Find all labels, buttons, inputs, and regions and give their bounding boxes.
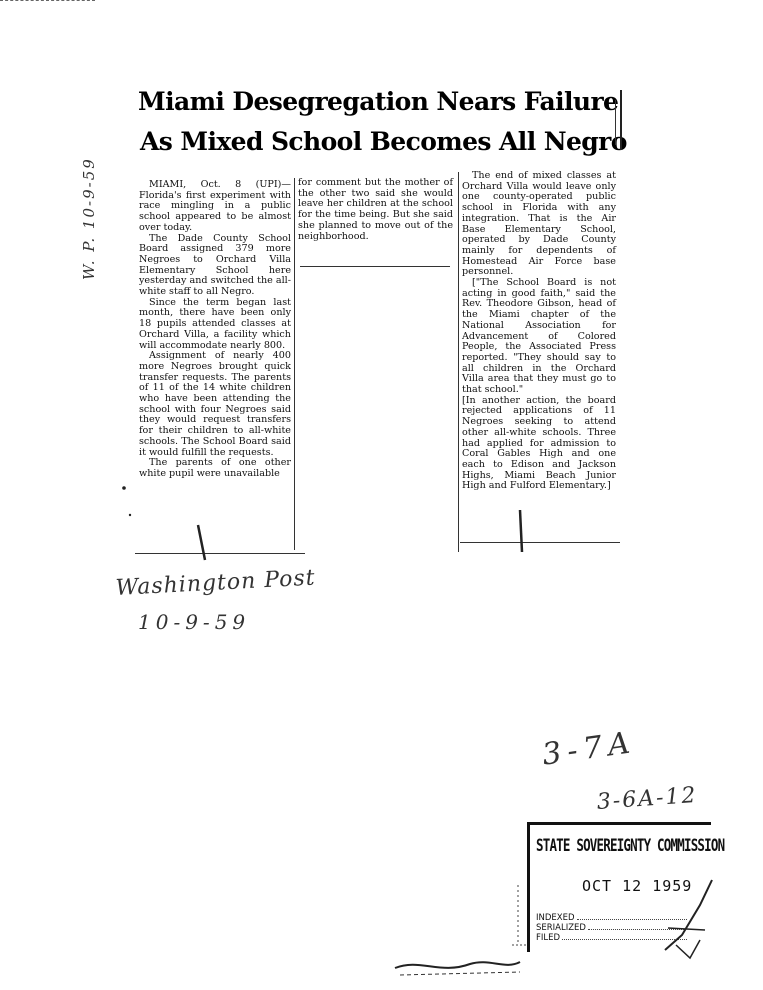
paragraph: [In another action, the board rejected applications of 11 Negroes seeking to attend other all-white schools. Three had applied for admission to Coral Gables High and one each to Edison and Jackson Highs, Miami Beach Junior High and Fulford Elementary.]: [462, 394, 616, 492]
handwritten-file-ref-1: 3-7A: [540, 724, 638, 773]
paragraph: for comment but the mother of the other two said she would leave her children at the school for the time being. But she said she planned to move out of the neighborhood.: [298, 177, 453, 242]
paragraph: Assignment of nearly 400 more Negroes brought quick transfer requests. The parents of 11 of the 14 white children who have been attending the school with four Negroes said they would request transfers for their children to all-white schools. The School Board said it would fulfill the requests.: [139, 350, 291, 458]
stamp-indexed-label: INDEXED: [536, 913, 575, 923]
checkmark-stroke: [665, 880, 712, 950]
headline-line-1: Miami Desegregation Nears Failure: [138, 87, 619, 116]
paragraph: MIAMI, Oct. 8 (UPI)—Florida's first experiment with race mingling in a public school appeared to be almost over today.: [139, 179, 291, 233]
handwritten-date: 10-9-59: [138, 610, 251, 634]
handwritten-source: Washington Post: [115, 565, 317, 601]
paragraph: The Dade County School Board assigned 379 more Negroes to Orchard Villa Elementary School here yesterday and switched the all-white staff to all Negro.: [139, 232, 291, 298]
paragraph: The end of mixed classes at Orchard Villa would leave only one county-operated public school in Florida with any integration. That is the Air Base Elementary School, operated by Dade County mainly for dependents of Homestead Air Force base personnel.: [462, 170, 616, 278]
paragraph: The parents of one other white pupil were unavailable: [139, 457, 291, 479]
handwritten-margin-note: W. P. 10-9-59: [80, 157, 98, 280]
paragraph: Since the term began last month, there have been only 18 pupils attended classes at Orchard Villa, a facility which will accommodate nearly 800.: [139, 296, 291, 351]
stamp-date: OCT 12 1959: [582, 877, 693, 895]
paragraph: ["The School Board is not acting in good faith," said the Rev. Theodore Gibson, head of the Miami chapter of the National Association for Advancement of Colored People, the Associated Press reported. "They should say to all children in the Orchard Villa area that they must go to that school.": [462, 277, 616, 396]
bottom-scribble: [395, 962, 520, 968]
handwritten-file-ref-2: 3-6A-12: [596, 782, 699, 815]
stamp-serialized-label: SERIALIZED: [536, 923, 586, 933]
stamp-filed-label: FILED: [536, 933, 561, 943]
headline-line-2: As Mixed School Becomes All Negro: [140, 127, 627, 156]
stamp-title: STATE SOVEREIGNTY COMMISSION: [536, 835, 725, 856]
